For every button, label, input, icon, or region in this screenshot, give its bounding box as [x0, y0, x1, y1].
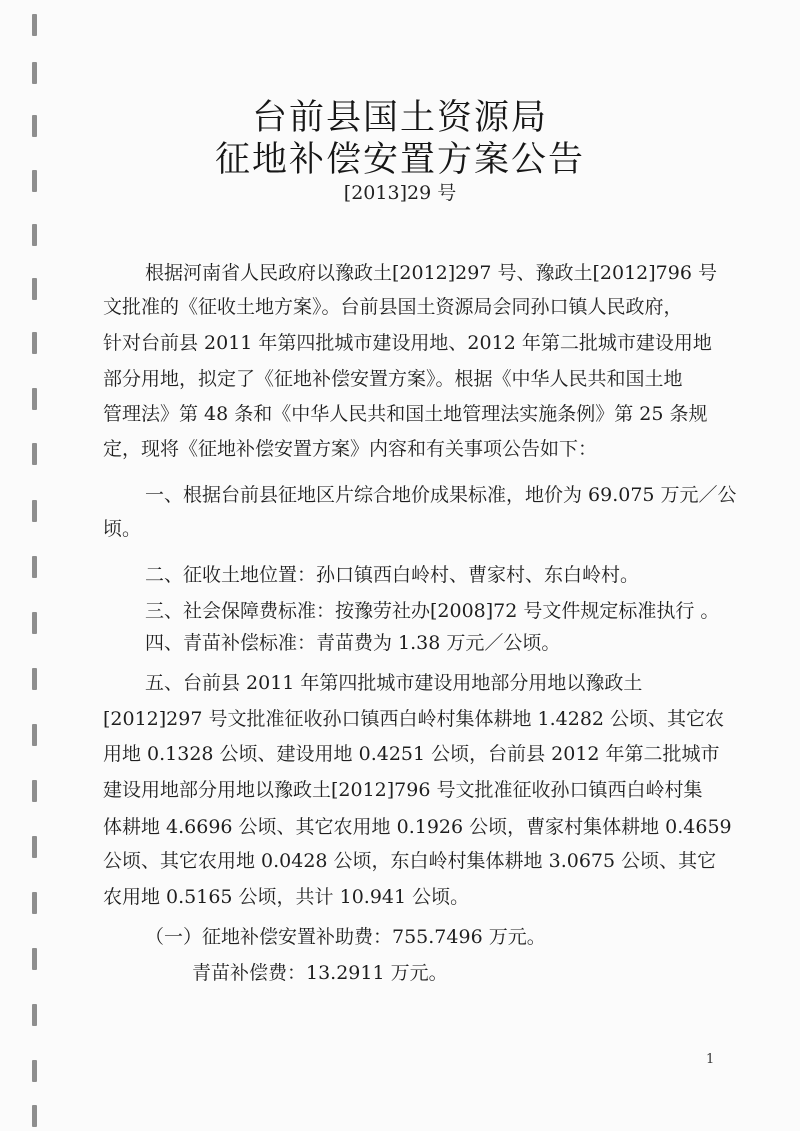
body-line: 四、青苗补偿标准：青苗费为 1.38 万元／公顷。	[145, 632, 561, 654]
binding-mark	[32, 556, 37, 578]
binding-mark	[32, 62, 37, 84]
page-number: 1	[706, 1052, 715, 1067]
binding-mark	[32, 1004, 37, 1026]
binding-mark	[32, 724, 37, 746]
document-title-line2: 征地补偿安置方案公告	[214, 140, 585, 180]
body-line: 三、社会保障费标准：按豫劳社办[2008]72 号文件规定标准执行 。	[145, 600, 720, 622]
binding-mark	[32, 612, 37, 634]
body-line: [2012]297 号文批准征收孙口镇西白岭村集体耕地 1.4282 公顷、其它农	[103, 708, 725, 730]
binding-mark	[32, 780, 37, 802]
body-line: 五、台前县 2011 年第四批城市建设用地部分用地以豫政土	[145, 672, 643, 694]
body-line: 公顷、其它农用地 0.0428 公顷，东白岭村集体耕地 3.0675 公顷、其它	[103, 850, 717, 872]
document-title-line1: 台前县国土资源局	[251, 98, 548, 138]
binding-mark	[32, 224, 37, 246]
body-line: 定，现将《征地补偿安置方案》内容和有关事项公告如下：	[103, 438, 598, 460]
body-line: 管理法》第 48 条和《中华人民共和国土地管理法实施条例》第 25 条规	[103, 403, 708, 425]
body-line: 部分用地，拟定了《征地补偿安置方案》。根据《中华人民共和国土地	[103, 368, 683, 390]
binding-mark	[32, 668, 37, 690]
binding-mark	[32, 836, 37, 858]
binding-mark	[32, 1105, 37, 1127]
binding-mark	[32, 948, 37, 970]
body-line: 二、征收土地位置：孙口镇西白岭村、曹家村、东白岭村。	[145, 564, 640, 586]
binding-mark	[32, 388, 37, 410]
body-line: 文批准的《征收土地方案》。台前县国土资源局会同孙口镇人民政府，	[103, 296, 683, 318]
binding-mark	[32, 500, 37, 522]
binding-mark	[32, 1060, 37, 1082]
body-line: 农用地 0.5165 公顷，共计 10.941 公顷。	[103, 886, 470, 908]
body-line: 根据河南省人民政府以豫政土[2012]297 号、豫政土[2012]796 号	[145, 262, 717, 284]
binding-mark	[32, 892, 37, 914]
body-line: 一、根据台前县征地区片综合地价成果标准，地价为 69.075 万元／公	[145, 484, 737, 506]
body-line: 体耕地 4.6696 公顷、其它农用地 0.1926 公顷，曹家村集体耕地 0.4659	[103, 816, 732, 838]
body-line: 青苗补偿费：13.2911 万元。	[192, 962, 448, 984]
binding-mark	[32, 14, 37, 36]
body-line: （一）征地补偿安置补助费：755.7496 万元。	[145, 926, 546, 948]
binding-mark	[32, 332, 37, 354]
document-number: [2013]29 号	[343, 182, 457, 204]
binding-mark	[32, 278, 37, 300]
body-line: 针对台前县 2011 年第四批城市建设用地、2012 年第二批城市建设用地	[103, 332, 712, 354]
body-line: 建设用地部分用地以豫政土[2012]796 号文批准征收孙口镇西白岭村集	[103, 779, 703, 801]
binding-mark	[32, 443, 37, 465]
body-line: 顷。	[103, 518, 142, 540]
body-line: 用地 0.1328 公顷、建设用地 0.4251 公顷，台前县 2012 年第二批城市	[103, 743, 720, 765]
